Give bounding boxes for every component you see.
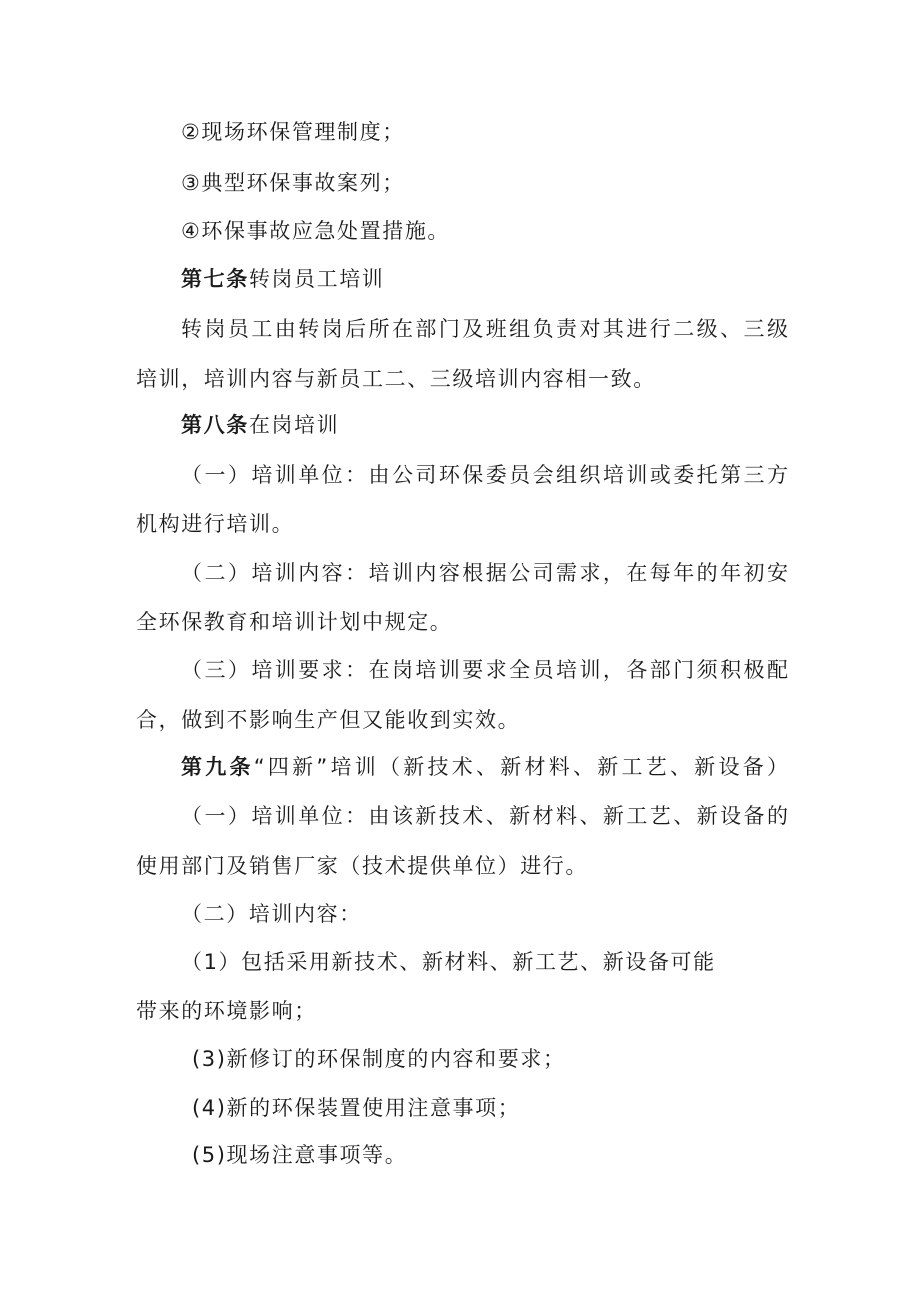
article-heading — [181, 410, 339, 440]
paragraph-line: 机构进行培训。 — [136, 512, 295, 536]
article-number: 第九条 — [181, 755, 254, 779]
paragraph-line: （1）包括采用新技术、新材料、新工艺、新设备可能 — [181, 950, 716, 974]
article-heading — [181, 264, 384, 294]
list-item: (3)新修订的环保制度的内容和要求； — [192, 1047, 566, 1071]
article-title: 转岗员工培训 — [248, 267, 385, 291]
paragraph-line: 转岗员工由转岗后所在部门及班组负责对其进行二级、三级 — [181, 317, 788, 341]
paragraph-line: （二）培训内容：培训内容根据公司需求，在每年的年初安 — [181, 561, 788, 585]
article-heading — [181, 752, 788, 782]
paragraph-line: 使用部门及销售厂家（技术提供单位）进行。 — [136, 854, 588, 878]
paragraph-line: （一）培训单位：由该新技术、新材料、新工艺、新设备的 — [181, 804, 788, 828]
list-item: ②现场环保管理制度； — [181, 120, 405, 144]
paragraph-line: 培训，培训内容与新员工二、三级培训内容相一致。 — [136, 367, 656, 391]
article-number: 第八条 — [181, 413, 249, 437]
paragraph-line: （一）培训单位：由公司环保委员会组织培训或委托第三方 — [181, 463, 788, 487]
list-item: ③典型环保事故案列； — [181, 171, 405, 195]
paragraph-line: 带来的环境影响； — [136, 999, 317, 1023]
paragraph-line: （三）培训要求：在岗培训要求全员培训，各部门须积极配 — [181, 658, 788, 682]
list-item: (5)现场注意事项等。 — [192, 1143, 408, 1167]
list-item: (4)新的环保装置使用注意事项； — [192, 1096, 521, 1120]
paragraph-line: （二）培训内容： — [181, 902, 362, 926]
paragraph-line: 合，做到不影响生产但又能收到实效。 — [136, 708, 521, 732]
article-number: 第七条 — [181, 267, 249, 291]
list-item: ④环保事故应急处置措施。 — [181, 219, 451, 243]
article-title: “四新”培训（新技术、新材料、新工艺、新设备） — [253, 755, 788, 779]
paragraph-line: 全环保教育和培训计划中规定。 — [136, 610, 453, 634]
article-title: 在岗培训 — [248, 413, 340, 437]
